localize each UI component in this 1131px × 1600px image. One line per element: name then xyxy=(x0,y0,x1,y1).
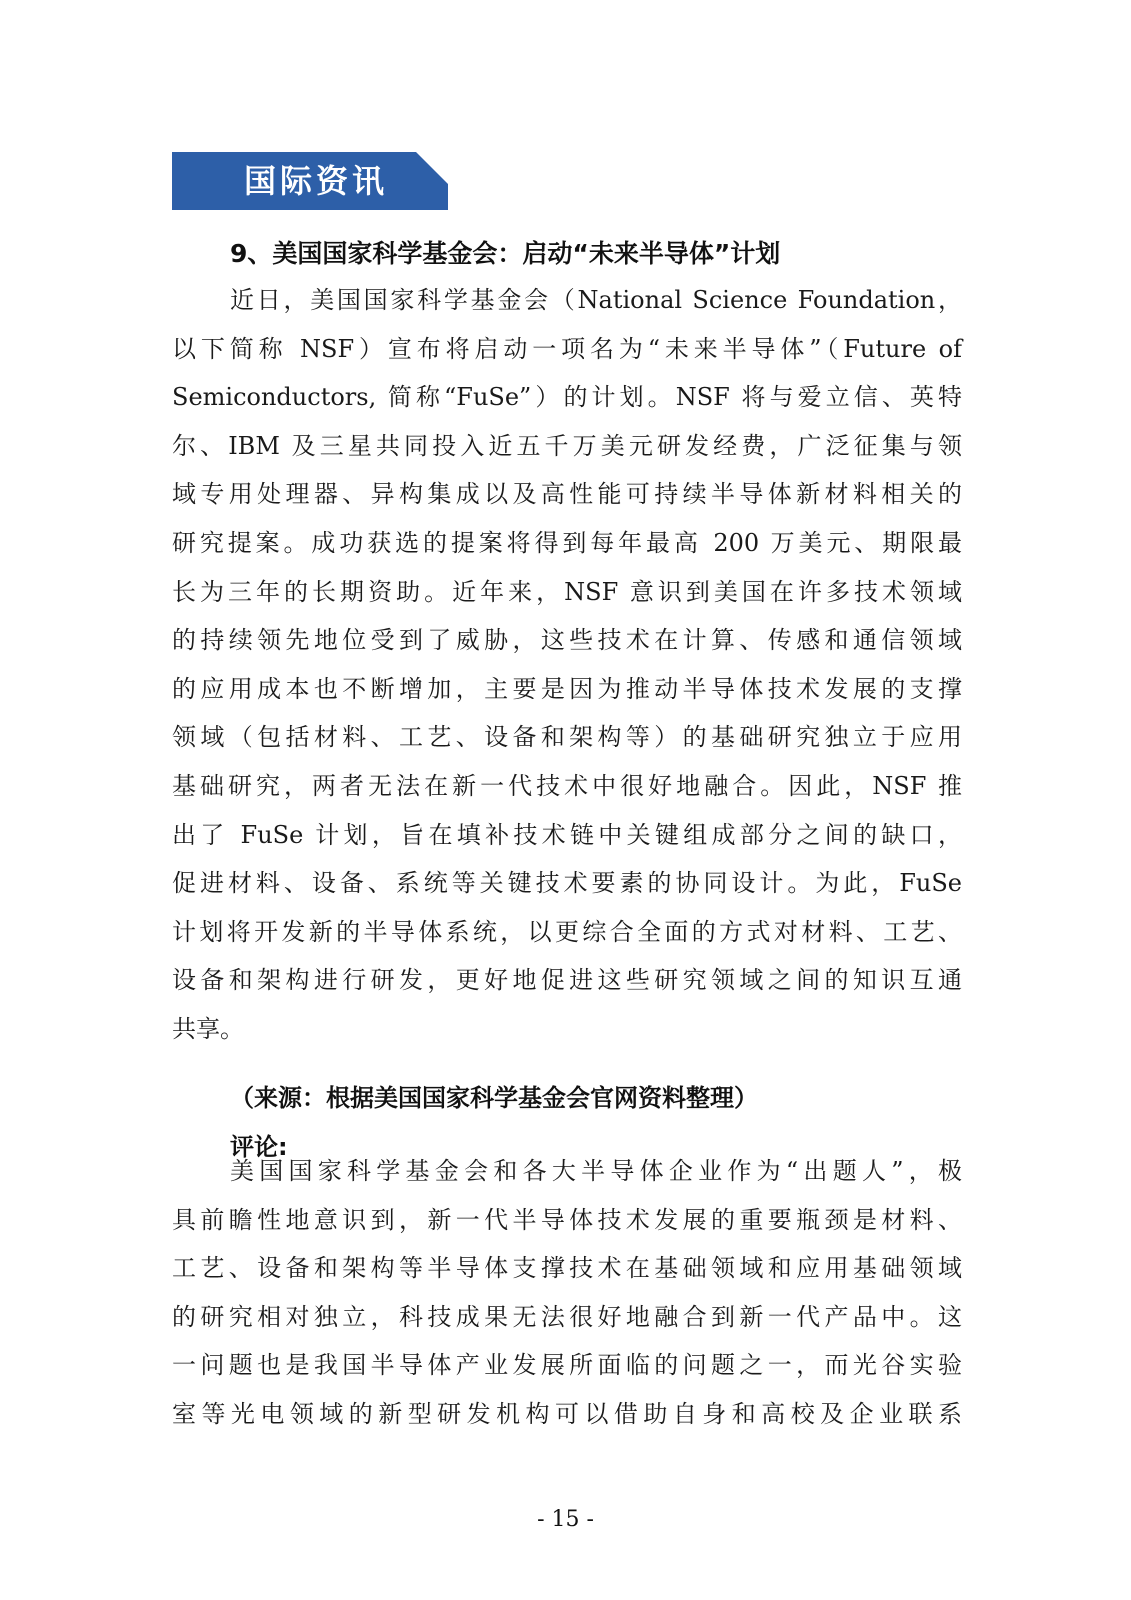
article-title: 9、美国国家科学基金会：启动“未来半导体”计划 xyxy=(230,239,781,268)
text-line: 研究提案。成功获选的提案将得到每年最高 200 万美元、期限最 xyxy=(172,529,962,557)
text-line: Semiconductors, 简称“FuSe”）的计划。NSF 将与爱立信、英特 xyxy=(172,383,962,412)
text-line: 基础研究，两者无法在新一代技术中很好地融合。因此，NSF 推 xyxy=(172,772,962,800)
text-line: 近日，美国国家科学基金会（National Science Foundation， xyxy=(230,286,962,314)
text-line: 出了 FuSe 计划，旨在填补技术链中关键组成部分之间的缺口， xyxy=(172,820,962,849)
comment-heading: 评论: xyxy=(230,1133,288,1161)
page-number: - 15 - xyxy=(537,1507,594,1532)
source-note: （来源：根据美国国家科学基金会官网资料整理） xyxy=(230,1084,758,1112)
text-line: 的应用成本也不断增加，主要是因为推动半导体技术发展的支撑 xyxy=(172,674,962,703)
section-banner xyxy=(172,152,448,210)
text-line: 共享。 xyxy=(172,1015,244,1043)
text-line: 设备和架构进行研发，更好地促进这些研究领域之间的知识互通 xyxy=(172,966,962,995)
text-line: 美国国家科学基金会和各大半导体企业作为“出题人”，极 xyxy=(230,1157,962,1185)
text-line: 的研究相对独立，科技成果无法很好地融合到新一代产品中。这 xyxy=(172,1302,962,1331)
text-line: 长为三年的长期资助。近年来，NSF 意识到美国在许多技术领域 xyxy=(172,577,962,606)
text-line: 领域（包括材料、工艺、设备和架构等）的基础研究独立于应用 xyxy=(172,723,962,752)
text-line: 一问题也是我国半导体产业发展所面临的问题之一，而光谷实验 xyxy=(172,1351,962,1380)
text-line: 域专用处理器、异构集成以及高性能可持续半导体新材料相关的 xyxy=(172,480,962,509)
text-line: 室等光电领域的新型研发机构可以借助自身和高校及企业联系 xyxy=(172,1400,962,1428)
text-line: 具前瞻性地意识到，新一代半导体技术发展的重要瓶颈是材料、 xyxy=(172,1205,962,1234)
text-line: 以下简称 NSF）宣布将启动一项名为“未来半导体”（Future of xyxy=(172,334,962,363)
section-banner-label: 国际资讯 xyxy=(244,162,389,200)
text-line: 促进材料、设备、系统等关键技术要素的协同设计。为此，FuSe xyxy=(172,869,962,898)
text-line: 的持续领先地位受到了威胁，这些技术在计算、传感和通信领域 xyxy=(172,626,962,655)
text-line: 尔、IBM 及三星共同投入近五千万美元研发经费，广泛征集与领 xyxy=(172,431,962,460)
text-line: 计划将开发新的半导体系统，以更综合全面的方式对材料、工艺、 xyxy=(172,917,962,946)
text-line: 工艺、设备和架构等半导体支撑技术在基础领域和应用基础领域 xyxy=(172,1254,962,1283)
